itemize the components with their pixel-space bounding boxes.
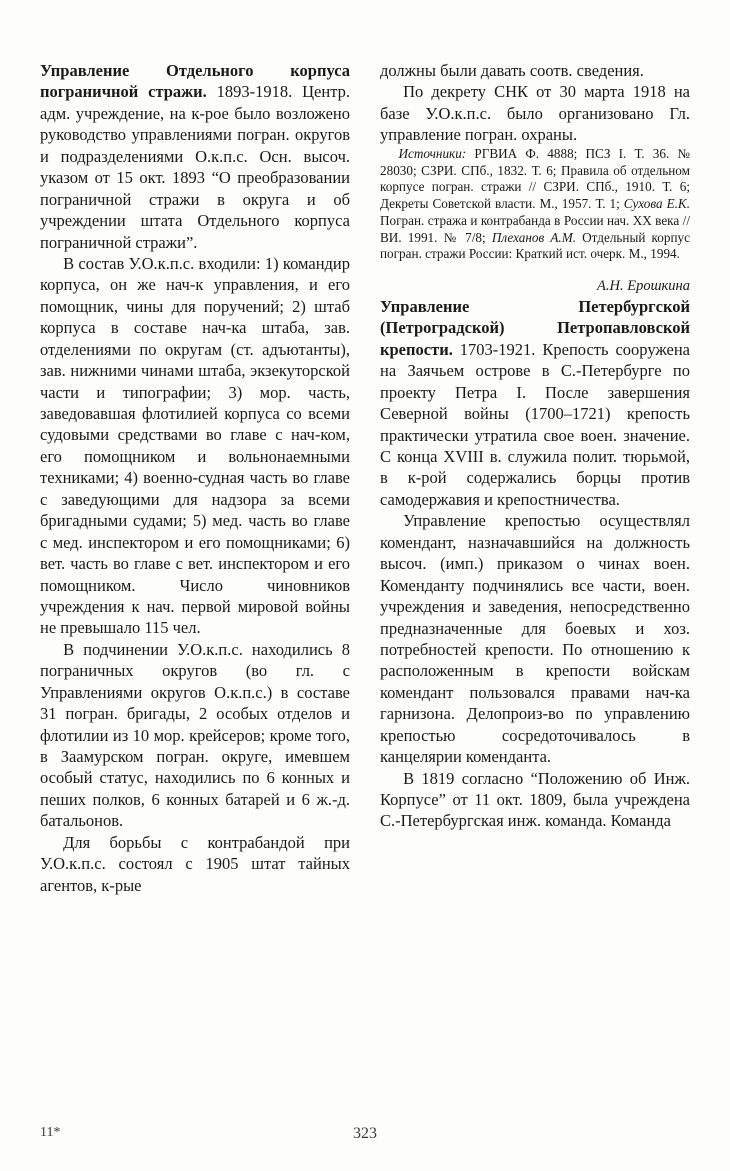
entry-paragraph: должны были давать соотв. сведения. <box>380 61 644 80</box>
entry-paragraph: По декрету СНК от 30 марта 1918 на базе У.О.к.п.с. было организовано Гл. управление погран. охраны. <box>380 82 690 145</box>
sources-author-3: Плеханов А.М. <box>491 229 577 245</box>
entry-paragraph: В состав У.О.к.п.с. входили: 1) командир корпуса, он же нач-к управления, и его помощник, чины для поручений; 2) штаб корпуса в составе нач-ка штаба, зав. отделениями по округам (ст. адъютанты), зав. нижними чинами штаба, экзекуторской части и типографии; 3) мор. часть, заведовавшая флотилией корпуса со всеми судовыми средствами во главе с нач-ком, его помощником и вольнонаемными техниками; 4) военно-судная часть во главе с заведующими для надзора за всеми бригадными судами; 5) мед. часть во главе с мед. инспектором и его помощниками; 6) вет. часть во главе с вет. инспектором и его помощником. Число чиновников учреждения к нач. первой мировой войны не превышало 115 чел. <box>40 253 350 638</box>
entry-paragraph <box>40 60 350 253</box>
entry-body-text: 1703-1921. Крепость сооружена на Заячьем острове в С.-Петербурге по проекту Петра I. После завершения Северной войны (1700–1721) крепость практически утратила свое воен. значение. С конца XVIII в. служила полит. тюрьмой, в к-рой содержались борцы против самодержавия и крепостничества. <box>380 339 691 509</box>
entry-author: А.Н. Ерошкина <box>597 278 690 295</box>
sources-note <box>380 146 690 263</box>
entry-paragraph: Управление крепостью осуществлял комендант, назначавшийся на должность высоч. (имп.) приказом о чинах воен. Коменданту подчинялись все части, воен. учреждения и заведения, непосредственно предназначенные для боевых и хоз. потребностей крепости. По отношению к расположенным в крепости войскам комендант пользовался правами нач-ка гарнизона. Делопроиз-во по управлению крепостью сосредоточивалось в канцелярии коменданта. <box>380 511 690 767</box>
page-number: 323 <box>353 1125 377 1142</box>
sources-text-2: Погран. стража и контрабанда в России нач. XX века // ВИ. 1991. № 7/8; <box>380 212 690 245</box>
sources-text-3: Отдельный корпус погран. стражи России: Краткий ист. очерк. М., 1994. <box>380 229 690 262</box>
entry-title-fortress: Управление Петербургской (Петроградской) Петропавловской крепости. <box>380 296 690 359</box>
two-column-layout <box>40 60 690 1080</box>
sources-author-2: Сухова Е.К. <box>623 196 690 212</box>
entry-title-border-guard: Управление Отдельного корпуса пограничной стражи. <box>40 61 350 102</box>
sources-label: Источники: <box>398 145 467 161</box>
right-column <box>380 60 690 1080</box>
entry-paragraph: В 1819 согласно “Положению об Инж. Корпусе” от 11 окт. 1809, была учреждена С.-Петербургская инж. команда. Команда <box>380 768 690 831</box>
entry-paragraph: В подчинении У.О.к.п.с. находились 8 пограничных округов (во гл. с Управлениями округов О.к.п.с.) в составе 31 погран. бригады, 2 особых отделов и флотилии из 10 мор. крейсеров; кроме того, в Заамурском погран. округе, имевшем особый статус, находились по 6 конных и пеших полков, 6 конных батарей и 6 ж.-д. батальонов. <box>40 639 350 831</box>
page-footer <box>40 1125 690 1145</box>
entry-body-text: 1893-1918. Центр. адм. учреждение, на к-рое было возложено руководство управлениями погран. округов и подразделениями О.к.п.с. Осн. высоч. указом от 15 окт. 1893 “О преобразовании пограничной стражи в округа и об учреждении штата Отдельного корпуса пограничной стражи”. <box>40 82 350 252</box>
signature-mark: 11* <box>40 1125 61 1140</box>
sources-text-1: РГВИА Ф. 4888; ПСЗ I. Т. 36. № 28030; СЗРИ. СПб., 1832. Т. 6; Правила об отдельном корпусе погран. стражи // СЗРИ. СПб., 1910. Т. 6; Декреты Советской власти. М., 1957. Т. 1; <box>380 145 690 212</box>
left-column <box>40 60 350 1080</box>
entry-paragraph: Для борьбы с контрабандой при У.О.к.п.с. состоял с 1905 штат тайных агентов, к-рые <box>40 832 350 895</box>
entry-paragraph <box>380 296 690 510</box>
